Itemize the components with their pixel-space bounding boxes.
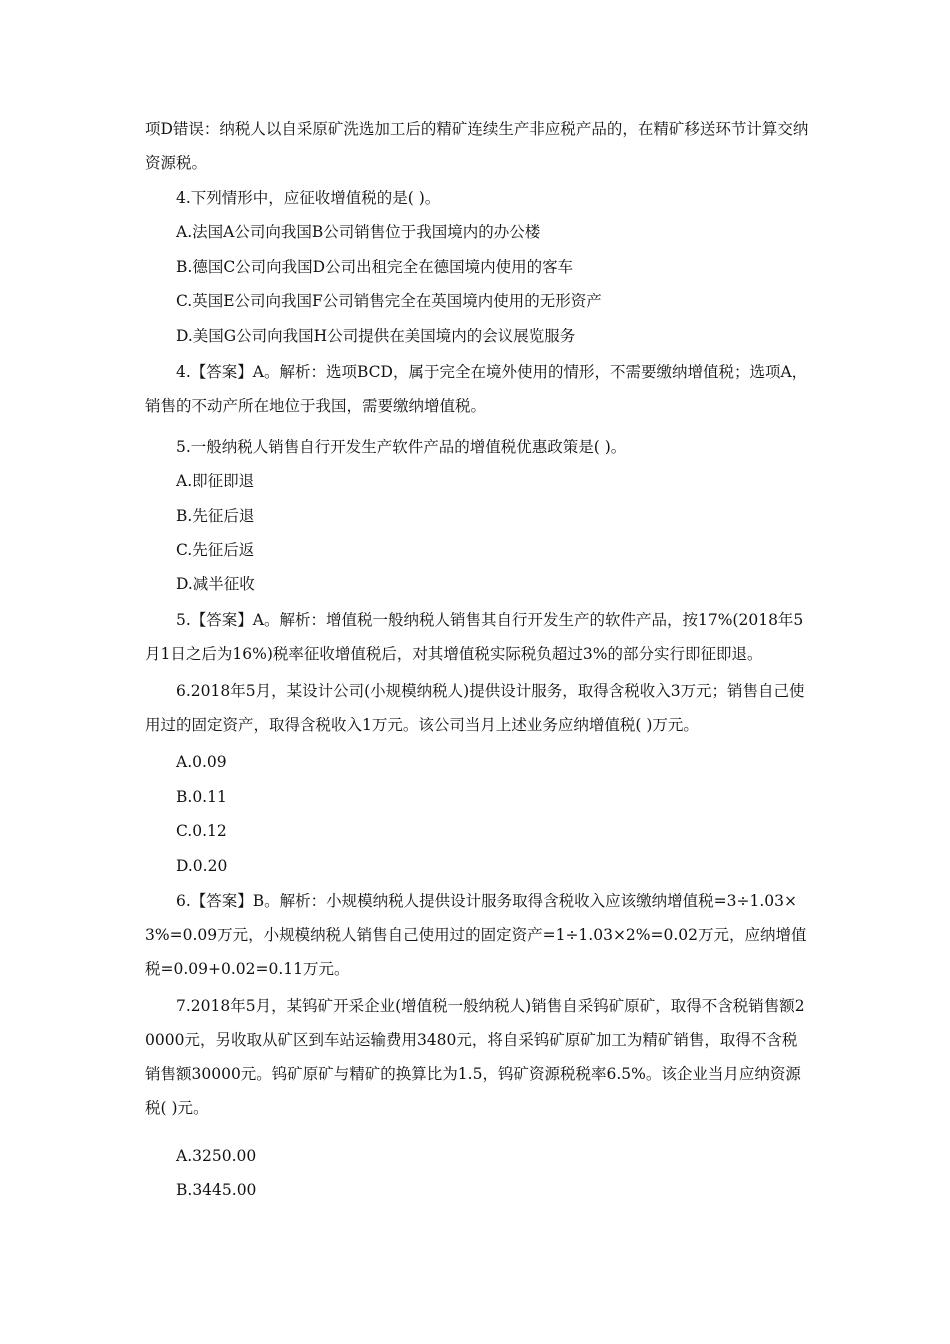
question-5-stem: 5.一般纳税人销售自行开发生产软件产品的增值税优惠政策是( )。 xyxy=(176,438,627,456)
question-4-option-d: D.美国G公司向我国H公司提供在美国境内的会议展览服务 xyxy=(176,327,576,345)
question-6-stem: 6.2018年5月，某设计公司(小规模纳税人)提供设计服务，取得含税收入3万元；销售自己使用过的固定资产，取得含税收入1万元。该公司当月上述业务应纳增值税( )万元。 xyxy=(145,682,805,734)
question-6-option-d: D.0.20 xyxy=(176,857,228,875)
question-4-stem: 4.下列情形中，应征收增值税的是( )。 xyxy=(176,189,441,207)
question-4-option-a: A.法国A公司向我国B公司销售位于我国境内的办公楼 xyxy=(176,223,541,241)
question-7-option-b: B.3445.00 xyxy=(176,1181,257,1199)
question-5-option-a: A.即征即退 xyxy=(176,472,255,490)
question-5-option-c: C.先征后返 xyxy=(176,541,255,559)
question-4-option-b: B.德国C公司向我国D公司出租完全在德国境内使用的客车 xyxy=(176,258,574,276)
question-5-option-b: B.先征后退 xyxy=(176,507,255,525)
question-7-option-a: A.3250.00 xyxy=(176,1147,257,1165)
question-6-option-c: C.0.12 xyxy=(176,822,227,840)
question-7-stem: 7.2018年5月，某钨矿开采企业(增值税一般纳税人)销售自采钨矿原矿，取得不含税销售额20000元，另收取从矿区到车站运输费用3480元，将自采钨矿原矿加工为精矿销售，取得不含税销售额30000元。钨矿原矿与精矿的换算比为1.5，钨矿资源税税率6.5%。该企业当月应纳资源税( )元。 xyxy=(145,997,805,1117)
question-5-option-d: D.减半征收 xyxy=(176,575,255,593)
question-6-option-a: A.0.09 xyxy=(176,753,227,771)
question-5-answer: 5.【答案】A。解析：增值税一般纳税人销售其自行开发生产的软件产品，按17%(2018年5月1日之后为16%)税率征收增值税后，对其增值税实际税负超过3%的部分实行即征即退。 xyxy=(145,611,804,663)
question-6-option-b: B.0.11 xyxy=(176,788,227,806)
question-6-answer: 6.【答案】B。解析：小规模纳税人提供设计服务取得含税收入应该缴纳增值税=3÷1.03×3%=0.09万元，小规模纳税人销售自己使用过的固定资产=1÷1.03×2%=0.02万元，应纳增值税=0.09+0.02=0.11万元。 xyxy=(145,892,807,978)
question-4-answer: 4.【答案】A。解析：选项BCD，属于完全在境外使用的情形，不需要缴纳增值税；选项A，销售的不动产所在地位于我国，需要缴纳增值税。 xyxy=(145,363,808,415)
question-4-option-c: C.英国E公司向我国F公司销售完全在英国境内使用的无形资产 xyxy=(176,292,602,310)
intro-paragraph: 项D错误：纳税人以自采原矿洗选加工后的精矿连续生产非应税产品的，在精矿移送环节计算交纳资源税。 xyxy=(145,120,809,172)
